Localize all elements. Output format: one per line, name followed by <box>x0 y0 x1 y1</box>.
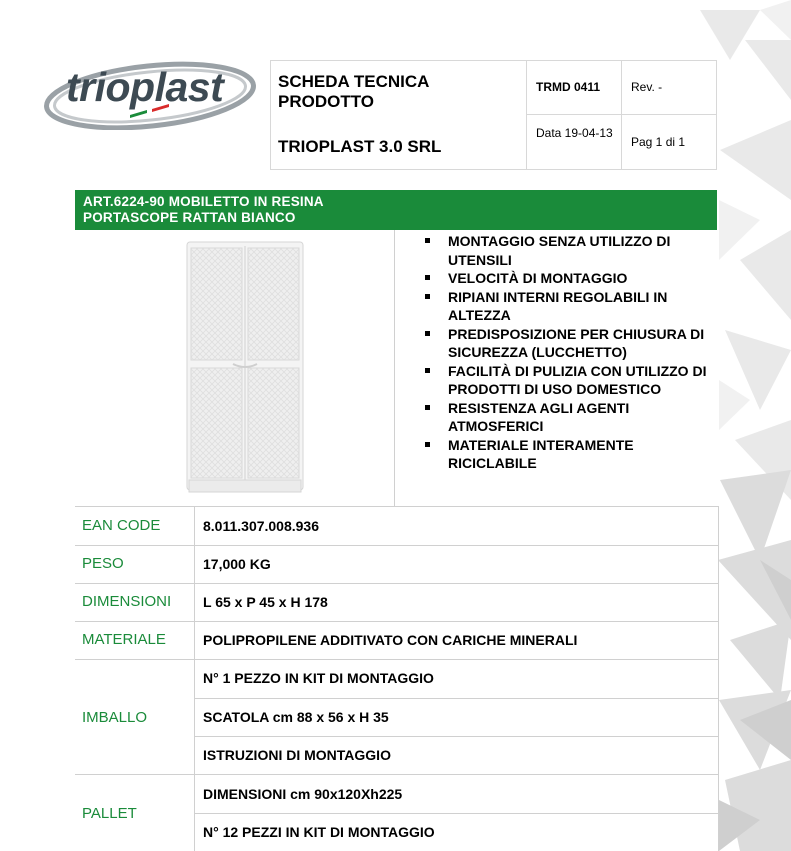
feature-item: PREDISPOSIZIONE PER CHIUSURA DI SICUREZZA (LUCCHETTO) <box>423 325 723 362</box>
header-date-box <box>526 114 622 170</box>
row-divider <box>194 698 719 699</box>
row-divider <box>75 774 719 775</box>
document-code: TRMD 0411 <box>536 80 601 94</box>
dimensioni-label: DIMENSIONI <box>82 593 172 610</box>
product-image <box>185 240 305 496</box>
feature-item: MONTAGGIO SENZA UTILIZZO DI UTENSILI <box>423 232 723 269</box>
bullet-icon <box>425 368 430 373</box>
bullet-icon <box>425 275 430 280</box>
bullet-icon <box>425 294 430 299</box>
imballo-value-1: N° 1 PEZZO IN KIT DI MONTAGGIO <box>203 670 434 686</box>
feature-item: RESISTENZA AGLI AGENTI ATMOSFERICI <box>423 399 723 436</box>
table-column-divider <box>194 506 195 851</box>
row-divider <box>75 545 719 546</box>
feature-divider <box>394 230 395 506</box>
peso-value: 17,000 KG <box>203 556 271 572</box>
trioplast-logo <box>42 52 264 130</box>
feature-item: MATERIALE INTERAMENTE RICICLABILE <box>423 436 723 473</box>
feature-item: VELOCITÀ DI MONTAGGIO <box>423 269 723 288</box>
feature-item: RIPIANI INTERNI REGOLABILI IN ALTEZZA <box>423 288 723 325</box>
dimensioni-value: L 65 x P 45 x H 178 <box>203 594 328 610</box>
materiale-value: POLIPROPILENE ADDITIVATO CON CARICHE MINERALI <box>203 632 578 648</box>
article-title-line2: PORTASCOPE RATTAN BIANCO <box>83 210 296 225</box>
revision: Rev. - <box>631 80 663 94</box>
materiale-label: MATERIALE <box>82 631 166 648</box>
bullet-icon <box>425 442 430 447</box>
imballo-label: IMBALLO <box>82 709 148 726</box>
row-divider <box>75 621 719 622</box>
company-name: TRIOPLAST 3.0 SRL <box>278 137 442 156</box>
document-title: SCHEDA TECNICA PRODOTTO <box>278 72 429 111</box>
ean-label: EAN CODE <box>82 517 161 534</box>
pallet-value-1: DIMENSIONI cm 90x120Xh225 <box>203 786 403 802</box>
peso-label: PESO <box>82 555 124 572</box>
pallet-label: PALLET <box>82 805 137 822</box>
ean-value: 8.011.307.008.936 <box>203 518 320 534</box>
table-right-border <box>718 506 719 851</box>
pallet-value-2: N° 12 PEZZI IN KIT DI MONTAGGIO <box>203 824 435 840</box>
row-divider <box>75 659 719 660</box>
imballo-value-3: ISTRUZIONI DI MONTAGGIO <box>203 747 391 763</box>
feature-list <box>423 232 723 473</box>
article-title-line1: ART.6224-90 MOBILETTO IN RESINA <box>83 194 324 209</box>
document-date: Data 19-04-13 <box>536 126 613 140</box>
logo-text: trioplast <box>66 64 224 110</box>
article-title-bar <box>75 190 717 230</box>
row-divider <box>75 583 719 584</box>
bullet-icon <box>425 331 430 336</box>
bullet-icon <box>425 238 430 243</box>
imballo-value-2: SCATOLA cm 88 x 56 x H 35 <box>203 709 389 725</box>
row-divider <box>194 736 719 737</box>
page-number: Pag 1 di 1 <box>631 135 686 149</box>
row-divider <box>194 813 719 814</box>
table-border <box>75 506 719 507</box>
bullet-icon <box>425 405 430 410</box>
feature-item: FACILITÀ DI PULIZIA CON UTILIZZO DI PRODOTTI DI USO DOMESTICO <box>423 362 723 399</box>
